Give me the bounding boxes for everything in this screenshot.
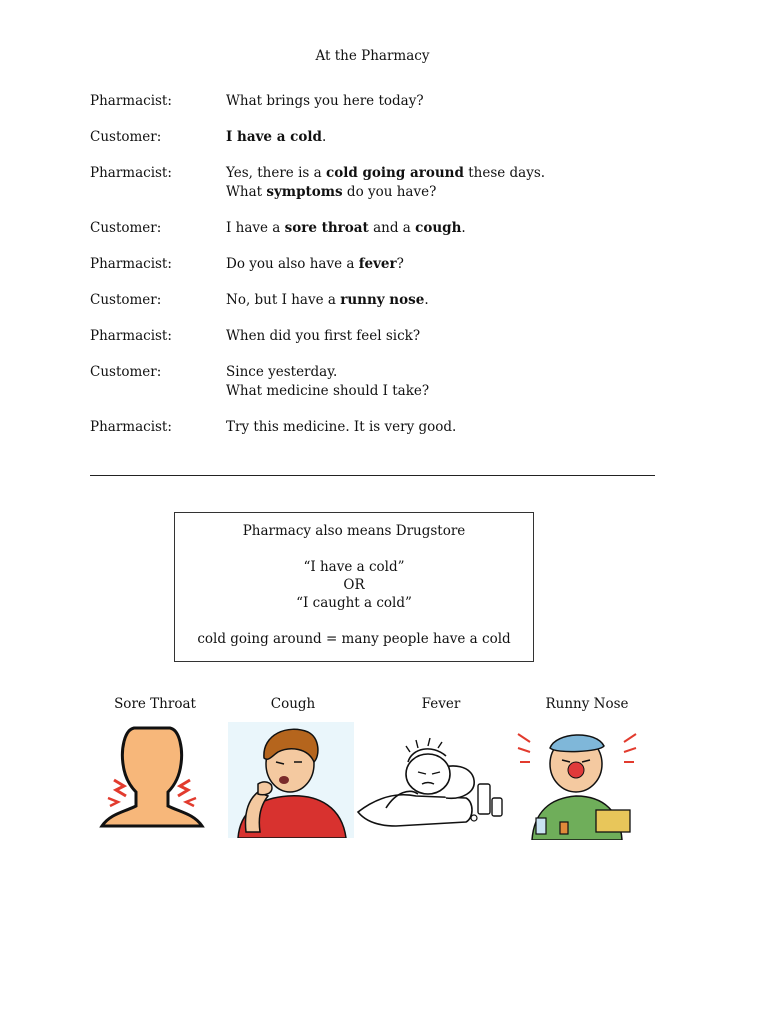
key-phrase: symptoms: [266, 184, 343, 200]
runny-nose-illustration: [516, 722, 638, 840]
utterance-line: [226, 92, 690, 111]
speaker-label: Pharmacist:: [90, 165, 172, 181]
text-segment: these days.: [463, 165, 546, 181]
text-segment: Since yesterday.: [226, 364, 338, 380]
text-segment: do you have?: [342, 184, 437, 200]
utterance: [226, 92, 690, 111]
speaker-label: Customer:: [90, 129, 162, 145]
speaker-label: Customer:: [90, 220, 162, 236]
speaker-label: Pharmacist:: [90, 93, 172, 109]
utterance-line: [226, 219, 690, 238]
text-segment: Try this medicine. It is very good.: [226, 419, 457, 435]
utterance-line: [226, 418, 690, 437]
speaker-label: Customer:: [90, 292, 162, 308]
dialogue-line: [90, 219, 690, 238]
text-segment: Yes, there is a: [226, 165, 326, 181]
sore-throat-illustration: [94, 722, 210, 834]
dialogue: [90, 92, 690, 454]
utterance: [226, 291, 690, 310]
utterance-line: [226, 382, 690, 401]
speaker-label: Pharmacist:: [90, 328, 172, 344]
key-phrase: cough: [415, 220, 462, 236]
fever-illustration: [356, 722, 506, 838]
utterance: [226, 219, 690, 238]
key-phrase: runny nose: [340, 292, 425, 308]
sore-throat-label: Sore Throat: [114, 696, 196, 712]
speaker-label: Pharmacist:: [90, 419, 172, 435]
utterance: [226, 327, 690, 346]
text-segment: .: [424, 292, 429, 308]
utterance-line: [226, 128, 690, 147]
text-segment: .: [461, 220, 466, 236]
utterance: [226, 418, 690, 437]
note-line: “I have a cold”: [303, 559, 405, 575]
dialogue-line: [90, 92, 690, 111]
cough-label: Cough: [270, 696, 316, 712]
utterance: [226, 128, 690, 147]
text-segment: What brings you here today?: [226, 93, 424, 109]
utterance-line: [226, 363, 690, 382]
utterance-line: [226, 291, 690, 310]
note-box: [174, 512, 534, 662]
speaker-label: Customer:: [90, 364, 162, 380]
key-phrase: cold going around: [325, 165, 464, 181]
dialogue-line: [90, 164, 690, 202]
dialogue-line: [90, 255, 690, 274]
dialogue-line: [90, 327, 690, 346]
speaker-label: Pharmacist:: [90, 256, 172, 272]
cough-illustration: [228, 722, 354, 838]
text-segment: What: [226, 184, 267, 200]
text-segment: When did you first feel sick?: [226, 328, 421, 344]
utterance-line: [226, 164, 690, 183]
note-line: cold going around = many people have a cold: [197, 631, 511, 647]
utterance-line: [226, 255, 690, 274]
divider: [90, 475, 655, 476]
key-phrase: sore throat: [284, 220, 369, 236]
key-phrase: fever: [358, 256, 397, 272]
text-segment: I have a: [226, 220, 285, 236]
text-segment: Do you also have a: [226, 256, 359, 272]
dialogue-line: [90, 363, 690, 401]
text-segment: and a: [368, 220, 416, 236]
dialogue-line: [90, 418, 690, 437]
note-line: Pharmacy also means Drugstore: [242, 523, 466, 539]
note-line: “I caught a cold”: [296, 595, 412, 611]
text-segment: ?: [396, 256, 404, 272]
dialogue-line: [90, 291, 690, 310]
fever-label: Fever: [421, 696, 461, 712]
utterance-line: [226, 327, 690, 346]
utterance: [226, 164, 690, 202]
page-title: At the Pharmacy: [315, 48, 430, 64]
dialogue-line: [90, 128, 690, 147]
text-segment: .: [321, 129, 327, 145]
utterance-line: [226, 183, 690, 202]
text-segment: No, but I have a: [226, 292, 341, 308]
note-line: OR: [343, 577, 365, 593]
utterance: [226, 255, 690, 274]
runny-nose-label: Runny Nose: [545, 696, 629, 712]
key-phrase: I have a cold: [226, 129, 322, 145]
utterance: [226, 363, 690, 401]
text-segment: What medicine should I take?: [226, 383, 430, 399]
